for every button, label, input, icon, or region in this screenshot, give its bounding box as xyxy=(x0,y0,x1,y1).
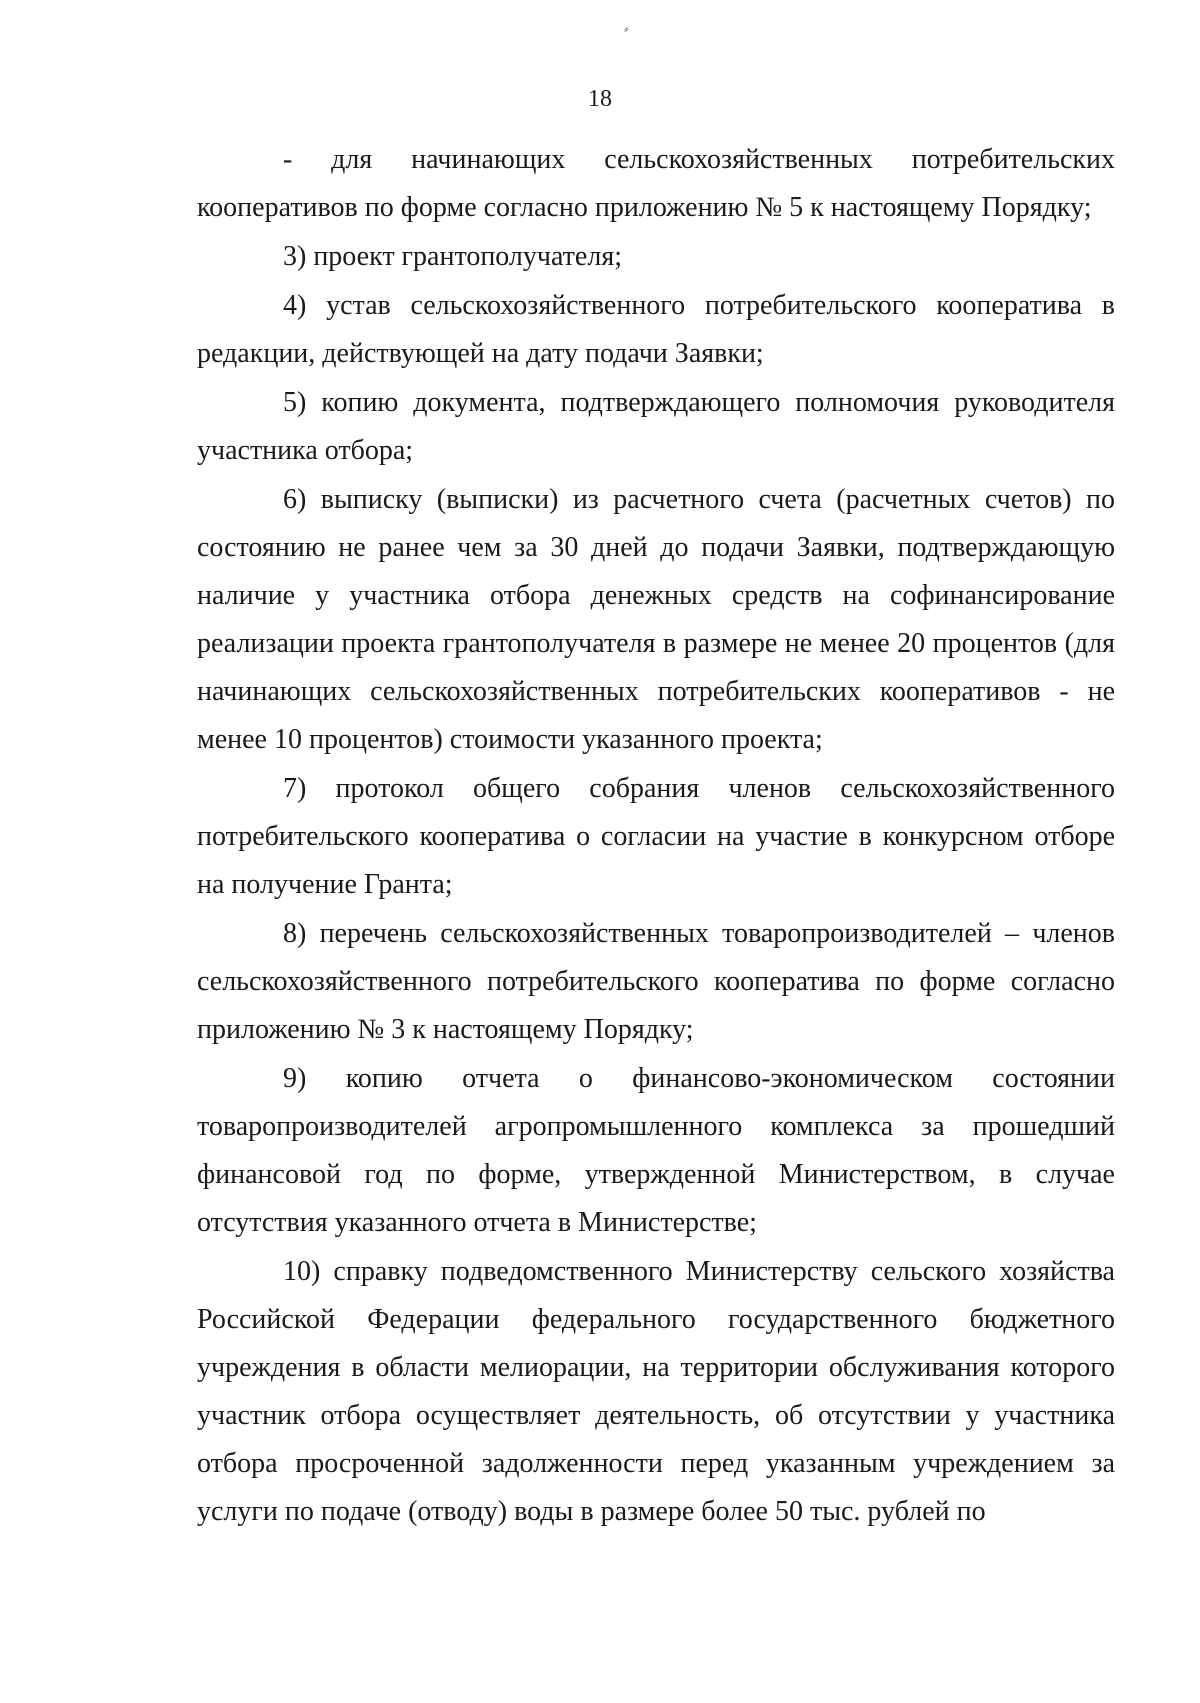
paragraph: 5) копию документа, подтверждающего полномочия руководителя участника отбора; xyxy=(197,387,1115,466)
paragraph: 7) протокол общего собрания членов сельскохозяйственного потребительского кооператива о согласии на участие в конкурсном отборе на получение Гранта; xyxy=(197,773,1115,900)
document-body xyxy=(197,136,1115,1536)
paragraph: 3) проект грантополучателя; xyxy=(283,241,622,272)
paragraph: 4) устав сельскохозяйственного потребительского кооператива в редакции, действующей на дату подачи Заявки; xyxy=(197,290,1115,369)
paragraph: 10) справку подведомственного Министерству сельского хозяйства Российской Федерации федерального государственного бюджетного учреждения в области мелиорации, на территории обслуживания которого участник отбора осуществляет деятельность, об отсутствии у участника отбора просроченной задолженности перед указанным учреждением за услуги по подаче (отводу) воды в размере более 50 тыс. рублей по xyxy=(197,1256,1115,1527)
paragraph: 8) перечень сельскохозяйственных товаропроизводителей – членов сельскохозяйственного потребительского кооператива по форме согласно приложению № 3 к настоящему Порядку; xyxy=(197,918,1115,1045)
paragraph: - для начинающих сельскохозяйственных потребительских кооперативов по форме согласно приложению № 5 к настоящему Порядку; xyxy=(197,144,1115,223)
paragraph: 9) копию отчета о финансово-экономическом состоянии товаропроизводителей агропромышленного комплекса за прошедший финансовой год по форме, утвержденной Министерством, в случае отсутствия указанного отчета в Министерстве; xyxy=(197,1063,1115,1238)
scan-mark: ⸗ xyxy=(624,22,629,37)
paragraph: 6) выписку (выписки) из расчетного счета (расчетных счетов) по состоянию не ранее чем за 30 дней до подачи Заявки, подтверждающую наличие у участника отбора денежных средств на софинансирование реализации проекта грантополучателя в размере не менее 20 процентов (для начинающих сельскохозяйственных потребительских кооперативов - не менее 10 процентов) стоимости указанного проекта; xyxy=(197,484,1115,755)
page-number: 18 xyxy=(588,86,612,112)
